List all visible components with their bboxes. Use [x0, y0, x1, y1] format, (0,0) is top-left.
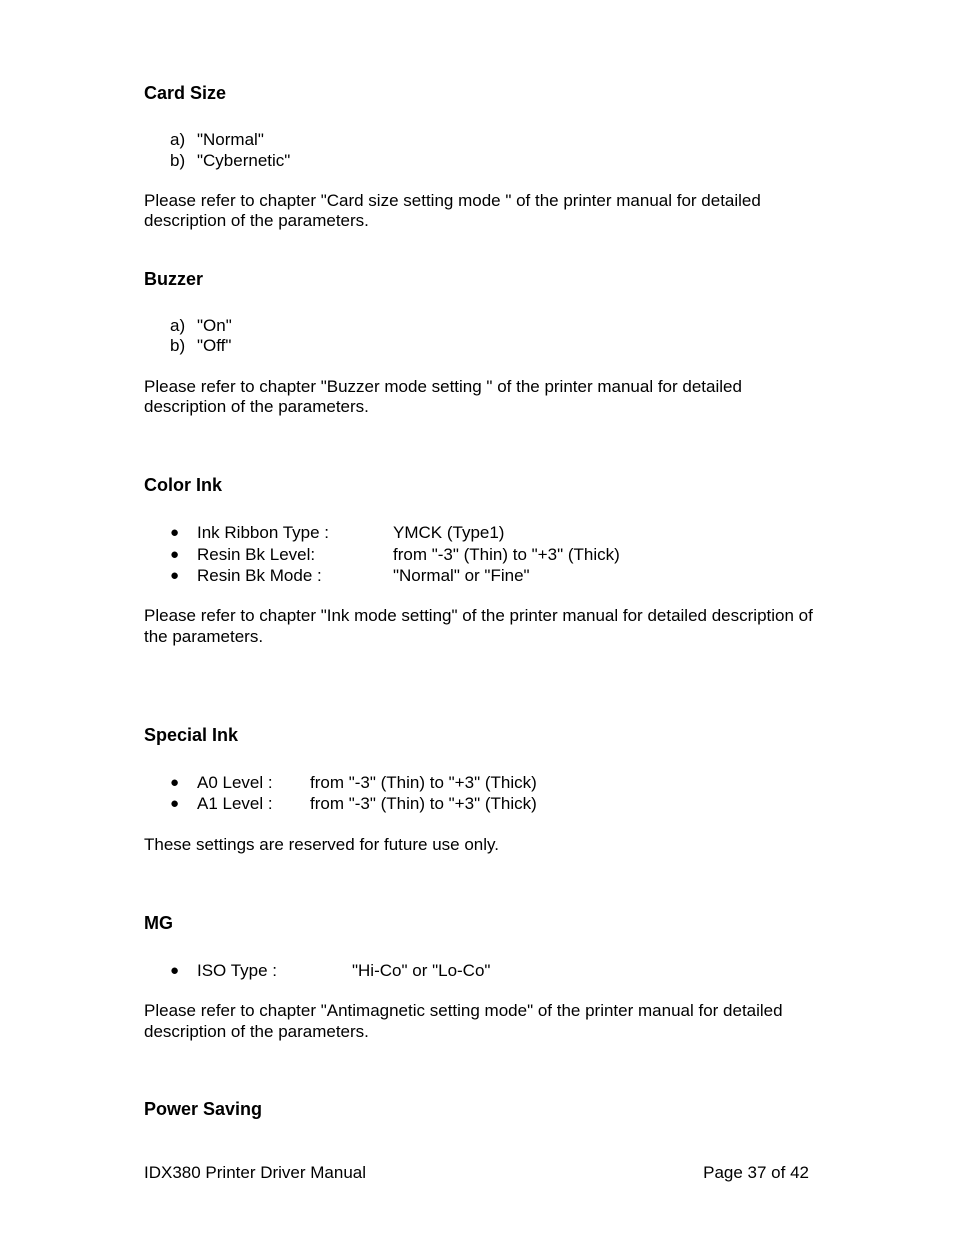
list-marker: b) — [170, 336, 186, 355]
setting-label: Ink Ribbon Type : — [197, 523, 329, 542]
paragraph-line: Please refer to chapter "Ink mode setting" of the printer manual for detailed description of — [144, 606, 813, 625]
paragraph-line: description of the parameters. — [144, 211, 369, 230]
section-heading-special-ink: Special Ink — [144, 725, 239, 745]
section-heading-card-size: Card Size — [144, 83, 227, 103]
paragraph-line: description of the parameters. — [144, 1022, 369, 1041]
footer-manual-title: IDX380 Printer Driver Manual — [144, 1163, 367, 1182]
list-marker: a) — [170, 130, 186, 149]
paragraph-line: Please refer to chapter "Antimagnetic setting mode" of the printer manual for detailed — [144, 1001, 783, 1020]
setting-label: A1 Level : — [197, 794, 273, 813]
list-marker: b) — [170, 151, 186, 170]
bullet-icon: ● — [170, 567, 180, 584]
paragraph-line: description of the parameters. — [144, 397, 369, 416]
list-item-on: "On" — [197, 316, 232, 335]
list-item-normal: "Normal" — [197, 130, 264, 149]
section-heading-buzzer: Buzzer — [144, 269, 204, 289]
setting-value: YMCK (Type1) — [393, 523, 505, 542]
setting-value: "Normal" or "Fine" — [393, 566, 530, 585]
section-heading-color-ink: Color Ink — [144, 475, 223, 495]
paragraph-line: These settings are reserved for future use only. — [144, 835, 499, 854]
setting-label: Resin Bk Mode : — [197, 566, 322, 585]
list-item-cybernetic: "Cybernetic" — [197, 151, 291, 170]
setting-value: from "-3" (Thin) to "+3" (Thick) — [310, 773, 537, 792]
bullet-icon: ● — [170, 774, 180, 791]
setting-value: "Hi-Co" or "Lo-Co" — [352, 961, 491, 980]
bullet-icon: ● — [170, 795, 180, 812]
section-heading-mg: MG — [144, 913, 173, 933]
bullet-icon: ● — [170, 962, 180, 979]
paragraph-line: the parameters. — [144, 627, 264, 646]
setting-label: Resin Bk Level: — [197, 545, 316, 564]
section-heading-power-saving: Power Saving — [144, 1099, 263, 1119]
bullet-icon: ● — [170, 546, 180, 563]
setting-label: A0 Level : — [197, 773, 273, 792]
setting-value: from "-3" (Thin) to "+3" (Thick) — [310, 794, 537, 813]
bullet-icon: ● — [170, 524, 180, 541]
list-marker: a) — [170, 316, 186, 335]
footer-page-number: Page 37 of 42 — [703, 1163, 809, 1182]
paragraph-line: Please refer to chapter "Buzzer mode setting " of the printer manual for detailed — [144, 377, 742, 396]
paragraph-line: Please refer to chapter "Card size setting mode " of the printer manual for detailed — [144, 191, 761, 210]
list-item-off: "Off" — [197, 336, 232, 355]
setting-value: from "-3" (Thin) to "+3" (Thick) — [393, 545, 620, 564]
setting-label: ISO Type : — [197, 961, 278, 980]
